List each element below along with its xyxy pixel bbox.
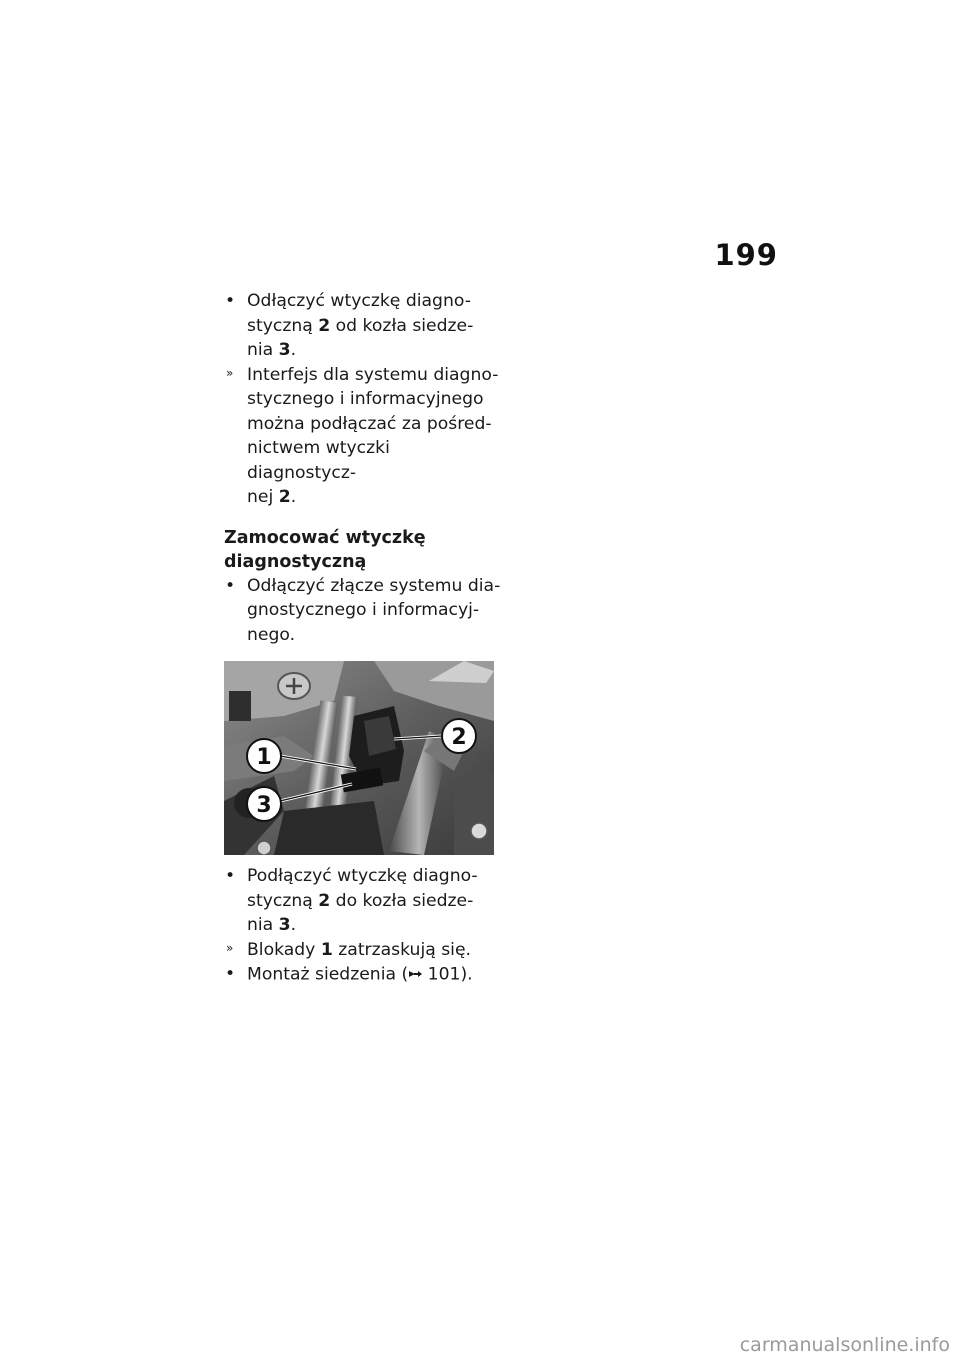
bullet-marker: •	[225, 866, 236, 886]
step-disconnect-plug	[224, 289, 504, 363]
callout-label: 1	[256, 745, 272, 770]
result-text: Blokady	[247, 939, 316, 960]
result-latches	[224, 938, 504, 963]
result-text: Interfejs dla systemu diagno- stycznego i informacyjnego można podłączać za pośred- nictwem wtyczki diagnostycz- nej	[247, 364, 499, 507]
step-text: nia	[247, 915, 274, 935]
step-install-seat	[224, 962, 504, 987]
content-column	[224, 289, 504, 987]
reference-number: 3	[278, 915, 291, 935]
step-text: styczną	[247, 315, 313, 336]
step-text: styczną	[247, 890, 313, 911]
result-marker: »	[226, 940, 234, 955]
page-number: 199	[714, 238, 778, 272]
callout-label: 2	[451, 725, 467, 750]
bullet-marker: •	[225, 575, 236, 596]
footer-watermark: carmanualsonline.info	[739, 1334, 950, 1356]
result-interface-info	[224, 363, 504, 510]
reference-number: 2	[318, 315, 331, 336]
result-text: .	[290, 487, 297, 507]
callout-label: 3	[256, 793, 272, 818]
step-text: do kozła siedze-	[335, 890, 474, 911]
bullet-marker: •	[225, 964, 236, 984]
reference-number: 2	[318, 890, 331, 911]
step-text: od kozła siedze-	[335, 315, 474, 336]
reference-number: 1	[320, 939, 333, 960]
result-marker: »	[226, 365, 234, 380]
step-text: Montaż siedzenia (	[247, 964, 409, 985]
section-heading: Zamocować wtyczkę diagnostyczną	[224, 527, 426, 572]
reference-number: 2	[278, 487, 291, 507]
step-text: Odłączyć złącze systemu dia- gnostycznego i informacyj- nego.	[247, 575, 501, 645]
step-connect-plug	[224, 864, 504, 938]
step-disconnect-connector	[224, 574, 504, 648]
photo-illustration	[224, 661, 494, 855]
diagnostic-connector-photo	[224, 661, 494, 855]
result-text: zatrzaskują się.	[338, 939, 471, 960]
step-text: Podłączyć wtyczkę diagno-	[247, 866, 478, 886]
reference-number: 3	[278, 340, 291, 360]
step-text: .	[290, 340, 297, 360]
step-text: ).	[460, 964, 473, 985]
bullet-marker: •	[225, 291, 236, 311]
step-text: Odłączyć wtyczkę diagno-	[247, 291, 471, 311]
callout-2	[442, 719, 476, 753]
step-text: nia	[247, 340, 274, 360]
page-reference-arrow-icon	[408, 962, 422, 987]
page-reference[interactable]: 101	[427, 964, 461, 985]
step-text: .	[290, 915, 297, 935]
callout-1	[247, 739, 281, 773]
callout-3	[247, 787, 281, 821]
